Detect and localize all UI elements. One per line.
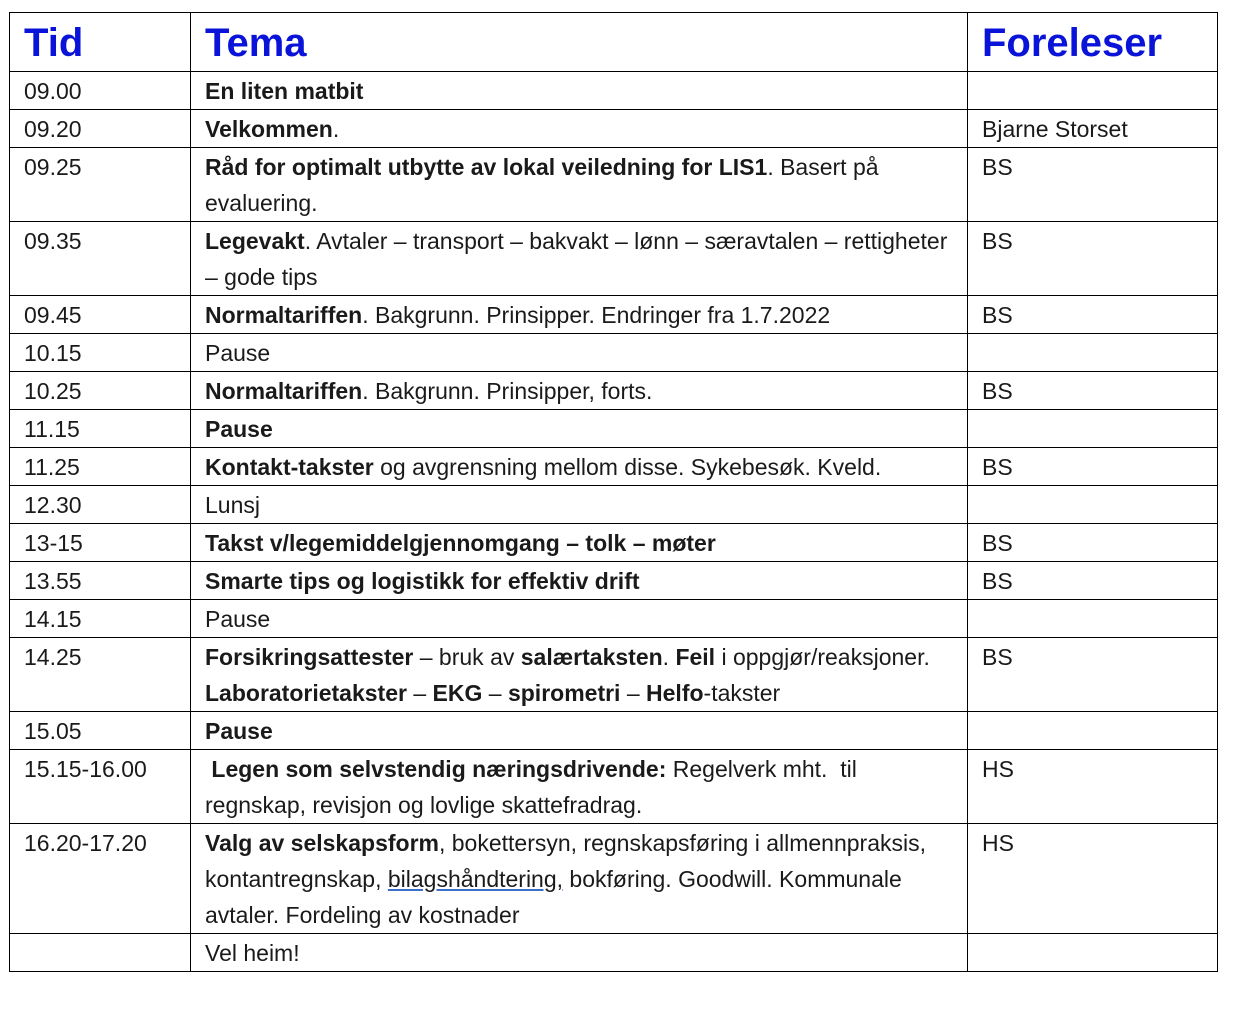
topic-text: Pause — [205, 416, 273, 442]
topic-text: Velkommen — [205, 116, 333, 142]
topic-text: bilagshåndtering, — [387, 866, 564, 892]
lecturer-cell: HS — [968, 750, 1218, 824]
time-cell — [10, 934, 191, 972]
table-row — [10, 524, 1218, 562]
topic-cell — [191, 148, 968, 222]
topic-text: bokføring. Goodwill. Kommunale avtaler. Fordeling av kostnader — [205, 866, 909, 928]
topic-cell — [191, 410, 968, 448]
topic-text: Feil — [675, 644, 716, 670]
lecturer-cell — [968, 486, 1218, 524]
table-row — [10, 448, 1218, 486]
topic-text: Kontakt-takster — [205, 454, 374, 480]
table-row — [10, 148, 1218, 222]
time-cell: 09.35 — [10, 222, 191, 296]
time-cell: 10.15 — [10, 334, 191, 372]
topic-text: Takst v/legemiddelgjennomgang – tolk – møter — [205, 530, 716, 556]
topic-cell — [191, 110, 968, 148]
topic-text: – — [406, 680, 433, 706]
topic-cell — [191, 72, 968, 110]
topic-cell — [191, 934, 968, 972]
topic-cell — [191, 712, 968, 750]
topic-cell — [191, 334, 968, 372]
lecturer-cell: BS — [968, 448, 1218, 486]
topic-cell — [191, 562, 968, 600]
topic-text: i oppgjør/reaksjoner. — [715, 644, 943, 670]
topic-text: – — [482, 680, 508, 706]
time-cell: 15.15-16.00 — [10, 750, 191, 824]
table-row — [10, 372, 1218, 410]
topic-text: Smarte tips og logistikk for effektiv drift — [205, 568, 640, 594]
time-cell: 10.25 — [10, 372, 191, 410]
lecturer-cell — [968, 72, 1218, 110]
time-cell: 12.30 — [10, 486, 191, 524]
table-row — [10, 296, 1218, 334]
topic-text: . Bakgrunn. Prinsipper, forts. — [362, 378, 653, 404]
lecturer-cell: BS — [968, 524, 1218, 562]
lecturer-cell: Bjarne Storset — [968, 110, 1218, 148]
table-row — [10, 638, 1218, 712]
time-cell: 13.55 — [10, 562, 191, 600]
topic-text: Lunsj — [205, 492, 260, 518]
topic-text: , bokettersyn, regnskapsføring i allmennpraksis, kontantregnskap, — [205, 830, 933, 892]
time-cell: 16.20-17.20 — [10, 824, 191, 934]
table-row — [10, 334, 1218, 372]
topic-text: En liten matbit — [205, 78, 364, 104]
table-row — [10, 750, 1218, 824]
time-cell: 09.20 — [10, 110, 191, 148]
time-cell: 09.00 — [10, 72, 191, 110]
header-tid: Tid — [10, 13, 191, 72]
topic-text: spirometri — [507, 680, 621, 706]
topic-text: Legen som selvstendig næringsdrivende: — [205, 756, 667, 782]
time-cell: 14.25 — [10, 638, 191, 712]
table-row — [10, 222, 1218, 296]
lecturer-cell: BS — [968, 562, 1218, 600]
topic-text: -takster — [703, 680, 781, 706]
topic-text: . — [332, 116, 340, 142]
topic-text: Legevakt — [205, 228, 305, 254]
topic-text: Råd for optimalt utbytte av lokal veiledning for LIS1 — [205, 154, 768, 180]
topic-text: – — [620, 680, 647, 706]
topic-cell — [191, 600, 968, 638]
lecturer-cell — [968, 712, 1218, 750]
table-row — [10, 110, 1218, 148]
topic-cell — [191, 638, 968, 712]
topic-text: . Bakgrunn. Prinsipper. Endringer fra 1.7.2022 — [362, 302, 831, 328]
topic-text: Forsikringsattester — [205, 644, 414, 670]
time-cell: 09.25 — [10, 148, 191, 222]
topic-text: Regelverk mht. til regnskap, revisjon og lovlige skattefradrag. — [205, 756, 864, 818]
time-cell: 11.25 — [10, 448, 191, 486]
lecturer-cell — [968, 934, 1218, 972]
time-cell: 09.45 — [10, 296, 191, 334]
topic-cell — [191, 486, 968, 524]
table-row — [10, 486, 1218, 524]
header-row — [10, 13, 1218, 72]
topic-text: . Avtaler – transport – bakvakt – lønn – særavtalen – rettigheter – gode tips — [205, 228, 954, 290]
topic-text: Laboratorietakster — [205, 680, 407, 706]
topic-cell — [191, 222, 968, 296]
topic-text: Normaltariffen — [205, 302, 363, 328]
lecturer-cell: BS — [968, 372, 1218, 410]
time-cell: 11.15 — [10, 410, 191, 448]
table-row — [10, 934, 1218, 972]
topic-text: – bruk av — [413, 644, 521, 670]
topic-cell — [191, 448, 968, 486]
table-row — [10, 72, 1218, 110]
lecturer-cell: BS — [968, 638, 1218, 712]
topic-text: Pause — [205, 718, 273, 744]
topic-text: og avgrensning mellom disse. Sykebesøk. Kveld. — [373, 454, 882, 480]
topic-cell — [191, 296, 968, 334]
lecturer-cell — [968, 334, 1218, 372]
time-cell: 15.05 — [10, 712, 191, 750]
lecturer-cell: BS — [968, 148, 1218, 222]
topic-text: Normaltariffen — [205, 378, 363, 404]
topic-text: Helfo — [646, 680, 704, 706]
topic-text: salærtaksten — [520, 644, 663, 670]
lecturer-cell — [968, 600, 1218, 638]
table-row — [10, 562, 1218, 600]
lecturer-cell: BS — [968, 222, 1218, 296]
topic-cell — [191, 524, 968, 562]
topic-cell — [191, 750, 968, 824]
topic-text: Valg av selskapsform — [205, 830, 439, 856]
time-cell: 13-15 — [10, 524, 191, 562]
header-tema: Tema — [191, 13, 968, 72]
topic-text: Vel heim! — [205, 940, 300, 966]
topic-text: Pause — [205, 606, 271, 632]
topic-cell — [191, 372, 968, 410]
table-row — [10, 600, 1218, 638]
header-foreleser: Foreleser — [968, 13, 1218, 72]
topic-text: . — [662, 644, 676, 670]
lecturer-cell: BS — [968, 296, 1218, 334]
topic-text: . Basert på evaluering. — [205, 154, 885, 216]
lecturer-cell: HS — [968, 824, 1218, 934]
table-row — [10, 410, 1218, 448]
topic-text: Pause — [205, 340, 271, 366]
topic-cell — [191, 824, 968, 934]
table-row — [10, 712, 1218, 750]
topic-text: EKG — [432, 680, 483, 706]
table-row — [10, 824, 1218, 934]
lecturer-cell — [968, 410, 1218, 448]
schedule-table — [9, 12, 1218, 972]
time-cell: 14.15 — [10, 600, 191, 638]
